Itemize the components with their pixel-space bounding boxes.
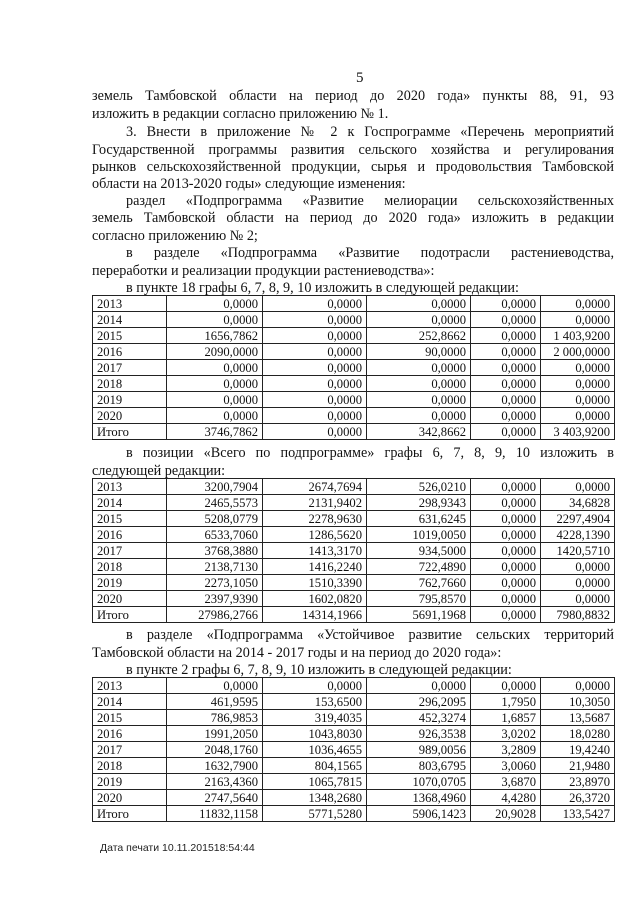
table-cell-value: 0,0000 xyxy=(367,392,471,408)
table-row xyxy=(93,479,615,495)
table-cell-value: 2131,9402 xyxy=(263,495,367,511)
table-row xyxy=(93,806,615,822)
table-cell-value: 26,3720 xyxy=(541,790,615,806)
table-cell-value: 0,0000 xyxy=(263,296,367,312)
table-cell-value: 0,0000 xyxy=(167,408,263,424)
table-cell-value: 0,0000 xyxy=(471,344,541,360)
table-cell-value: 2 000,0000 xyxy=(541,344,615,360)
table-cell-value: 11832,1158 xyxy=(167,806,263,822)
table-cell-value: 0,0000 xyxy=(541,408,615,424)
table-row xyxy=(93,607,615,623)
table-cell-value: 7980,8832 xyxy=(541,607,615,623)
table-cell-value: 0,0000 xyxy=(541,479,615,495)
paragraph-line: области на 2013-2020 годы» следующие изменения: xyxy=(92,176,406,192)
table-cell-value: 1632,7900 xyxy=(167,758,263,774)
table-row xyxy=(93,424,615,440)
table-cell-value: 0,0000 xyxy=(167,360,263,376)
table-cell-year: 2014 xyxy=(93,312,167,328)
table-cell-value: 722,4890 xyxy=(367,559,471,575)
paragraph-line: Тамбовской области на 2014 - 2017 годы и на период до 2020 года»: xyxy=(92,645,502,661)
paragraph-line: в позиции «Всего по подпрограмме» графы 6, 7, 8, 9, 10 изложить в xyxy=(126,445,614,461)
table-cell-value: 2747,5640 xyxy=(167,790,263,806)
table-row xyxy=(93,694,615,710)
table-cell-value: 1070,0705 xyxy=(367,774,471,790)
table-row xyxy=(93,296,615,312)
table-cell-value: 0,0000 xyxy=(263,344,367,360)
table-cell-value: 2465,5573 xyxy=(167,495,263,511)
data-table-paragraph-2 xyxy=(92,677,615,822)
table-cell-value: 6533,7060 xyxy=(167,527,263,543)
table-cell-value: 803,6795 xyxy=(367,758,471,774)
paragraph-line: переработки и реализации продукции растениеводства»: xyxy=(92,263,435,279)
table-cell-value: 526,0210 xyxy=(367,479,471,495)
table-cell-value: 4,4280 xyxy=(471,790,541,806)
table-cell-value: 1036,4655 xyxy=(263,742,367,758)
table-cell-value: 2138,7130 xyxy=(167,559,263,575)
table-cell-value: 0,0000 xyxy=(167,678,263,694)
paragraph-line: следующей редакции: xyxy=(92,463,226,479)
table-cell-value: 1602,0820 xyxy=(263,591,367,607)
table-cell-value: 0,0000 xyxy=(167,312,263,328)
table-cell-value: 0,0000 xyxy=(471,678,541,694)
table-cell-value: 762,7660 xyxy=(367,575,471,591)
table-cell-value: 0,0000 xyxy=(167,392,263,408)
table-row xyxy=(93,575,615,591)
table-cell-value: 0,0000 xyxy=(541,575,615,591)
table-cell-value: 0,0000 xyxy=(541,296,615,312)
table-cell-value: 0,0000 xyxy=(471,392,541,408)
table-cell-value: 0,0000 xyxy=(367,296,471,312)
paragraph-line: раздел «Подпрограмма «Развитие мелиорации сельскохозяйственных xyxy=(126,193,614,209)
table-cell-year: 2015 xyxy=(93,328,167,344)
table-cell-value: 0,0000 xyxy=(471,408,541,424)
table-cell-year: 2020 xyxy=(93,790,167,806)
table-cell-value: 0,0000 xyxy=(167,296,263,312)
table-cell-value: 0,0000 xyxy=(263,312,367,328)
table-cell-value: 1416,2240 xyxy=(263,559,367,575)
table-cell-year: 2019 xyxy=(93,774,167,790)
table-cell-value: 3,0202 xyxy=(471,726,541,742)
table-cell-value: 0,0000 xyxy=(541,392,615,408)
table-cell-value: 2048,1760 xyxy=(167,742,263,758)
table-cell-value: 296,2095 xyxy=(367,694,471,710)
table-cell-value: 0,0000 xyxy=(471,543,541,559)
table-cell-year: 2013 xyxy=(93,479,167,495)
table-cell-value: 2297,4904 xyxy=(541,511,615,527)
table-cell-value: 631,6245 xyxy=(367,511,471,527)
table-cell-value: 0,0000 xyxy=(471,575,541,591)
table-cell-value: 0,0000 xyxy=(471,376,541,392)
table-cell-value: 3746,7862 xyxy=(167,424,263,440)
table-cell-value: 0,0000 xyxy=(471,559,541,575)
table-cell-value: 3200,7904 xyxy=(167,479,263,495)
table-cell-value: 1368,4960 xyxy=(367,790,471,806)
table-cell-value: 1510,3390 xyxy=(263,575,367,591)
table-cell-value: 0,0000 xyxy=(167,376,263,392)
table-cell-value: 2273,1050 xyxy=(167,575,263,591)
table-cell-value: 1,7950 xyxy=(471,694,541,710)
table-cell-year: 2020 xyxy=(93,591,167,607)
table-cell-value: 4228,1390 xyxy=(541,527,615,543)
table-cell-value: 0,0000 xyxy=(367,312,471,328)
table-cell-year: 2016 xyxy=(93,527,167,543)
print-date: Дата печати 10.11.201518:54:44 xyxy=(100,842,255,854)
table-cell-value: 21,9480 xyxy=(541,758,615,774)
table-cell-year: 2013 xyxy=(93,296,167,312)
table-cell-year: 2018 xyxy=(93,559,167,575)
data-table-subprogram-total xyxy=(92,478,615,623)
table-cell-year: 2020 xyxy=(93,408,167,424)
table-cell-value: 1348,2680 xyxy=(263,790,367,806)
table-cell-year: 2019 xyxy=(93,392,167,408)
table-cell-value: 1656,7862 xyxy=(167,328,263,344)
table-row xyxy=(93,495,615,511)
table-cell-value: 319,4035 xyxy=(263,710,367,726)
table-cell-value: 0,0000 xyxy=(367,376,471,392)
table-cell-value: 0,0000 xyxy=(367,360,471,376)
table-cell-year: 2019 xyxy=(93,575,167,591)
table-cell-value: 0,0000 xyxy=(541,312,615,328)
table-cell-value: 133,5427 xyxy=(541,806,615,822)
paragraph-line: в разделе «Подпрограмма «Развитие подотрасли растениеводства, xyxy=(126,245,614,261)
table-cell-year: 2016 xyxy=(93,726,167,742)
table-cell-value: 20,9028 xyxy=(471,806,541,822)
table-cell-value: 0,0000 xyxy=(541,360,615,376)
table-cell-value: 1043,8030 xyxy=(263,726,367,742)
table-cell-value: 3,2809 xyxy=(471,742,541,758)
table-row xyxy=(93,710,615,726)
table-cell-value: 0,0000 xyxy=(541,559,615,575)
table-cell-year: 2013 xyxy=(93,678,167,694)
paragraph-line: 3. Внести в приложение № 2 к Госпрограмме «Перечень мероприятий xyxy=(126,124,614,140)
table-cell-value: 2397,9390 xyxy=(167,591,263,607)
table-cell-value: 934,5000 xyxy=(367,543,471,559)
table-cell-value: 0,0000 xyxy=(367,678,471,694)
table-cell-value: 298,9343 xyxy=(367,495,471,511)
table-cell-value: 13,5687 xyxy=(541,710,615,726)
table-row xyxy=(93,774,615,790)
table-cell-value: 0,0000 xyxy=(471,328,541,344)
table-cell-value: 0,0000 xyxy=(263,376,367,392)
table-row xyxy=(93,758,615,774)
table-cell-value: 0,0000 xyxy=(471,527,541,543)
table-cell-year: Итого xyxy=(93,424,167,440)
table-cell-value: 18,0280 xyxy=(541,726,615,742)
table-cell-value: 34,6828 xyxy=(541,495,615,511)
paragraph-line: изложить в редакции согласно приложению № 1. xyxy=(92,106,389,122)
table-cell-value: 0,0000 xyxy=(263,392,367,408)
table-cell-value: 2163,4360 xyxy=(167,774,263,790)
table-cell-value: 3,0060 xyxy=(471,758,541,774)
table-cell-value: 0,0000 xyxy=(471,495,541,511)
table-cell-value: 10,3050 xyxy=(541,694,615,710)
paragraph-line: рынков сельскохозяйственной продукции, сырья и продовольствия Тамбовской xyxy=(92,159,614,175)
table-cell-value: 0,0000 xyxy=(471,360,541,376)
table-row xyxy=(93,591,615,607)
table-cell-year: 2017 xyxy=(93,543,167,559)
table-cell-value: 3 403,9200 xyxy=(541,424,615,440)
table-cell-value: 0,0000 xyxy=(263,408,367,424)
paragraph-line: согласно приложению № 2; xyxy=(92,228,258,244)
table-cell-value: 0,0000 xyxy=(263,424,367,440)
table-cell-value: 0,0000 xyxy=(541,678,615,694)
table-cell-value: 0,0000 xyxy=(471,479,541,495)
table-cell-value: 90,0000 xyxy=(367,344,471,360)
table-cell-year: 2016 xyxy=(93,344,167,360)
table-row xyxy=(93,543,615,559)
table-cell-value: 5906,1423 xyxy=(367,806,471,822)
table-cell-value: 0,0000 xyxy=(471,312,541,328)
table-cell-value: 0,0000 xyxy=(263,678,367,694)
table-cell-value: 0,0000 xyxy=(471,296,541,312)
data-table-paragraph-18 xyxy=(92,295,615,440)
table-cell-value: 1413,3170 xyxy=(263,543,367,559)
table-cell-value: 795,8570 xyxy=(367,591,471,607)
table-cell-value: 0,0000 xyxy=(541,376,615,392)
table-cell-value: 252,8662 xyxy=(367,328,471,344)
table-cell-value: 452,3274 xyxy=(367,710,471,726)
page-number: 5 xyxy=(356,70,364,86)
table-cell-year: 2017 xyxy=(93,360,167,376)
table-cell-value: 2090,0000 xyxy=(167,344,263,360)
paragraph-line: земель Тамбовской области на период до 2020 года» пункты 88, 91, 93 xyxy=(92,88,614,104)
table-cell-year: Итого xyxy=(93,806,167,822)
table-cell-value: 0,0000 xyxy=(471,607,541,623)
paragraph-line: Государственной программы развития сельского хозяйства и регулирования xyxy=(92,142,614,158)
table-cell-value: 3768,3880 xyxy=(167,543,263,559)
table-cell-value: 19,4240 xyxy=(541,742,615,758)
table-cell-value: 0,0000 xyxy=(471,424,541,440)
table-cell-value: 0,0000 xyxy=(263,360,367,376)
table-cell-year: 2017 xyxy=(93,742,167,758)
table-cell-value: 1420,5710 xyxy=(541,543,615,559)
table-cell-value: 804,1565 xyxy=(263,758,367,774)
table-row xyxy=(93,408,615,424)
table-row xyxy=(93,312,615,328)
table-cell-value: 14314,1966 xyxy=(263,607,367,623)
table-cell-value: 27986,2766 xyxy=(167,607,263,623)
paragraph-line: в пункте 2 графы 6, 7, 8, 9, 10 изложить в следующей редакции: xyxy=(126,662,512,678)
table-row xyxy=(93,392,615,408)
table-cell-value: 23,8970 xyxy=(541,774,615,790)
table-cell-year: Итого xyxy=(93,607,167,623)
table-cell-year: 2018 xyxy=(93,376,167,392)
table-row xyxy=(93,344,615,360)
table-cell-value: 153,6500 xyxy=(263,694,367,710)
table-cell-year: 2015 xyxy=(93,710,167,726)
table-row xyxy=(93,742,615,758)
table-cell-value: 989,0056 xyxy=(367,742,471,758)
table-cell-value: 5771,5280 xyxy=(263,806,367,822)
table-cell-value: 0,0000 xyxy=(367,408,471,424)
table-row xyxy=(93,726,615,742)
table-row xyxy=(93,511,615,527)
table-row xyxy=(93,527,615,543)
table-cell-value: 786,9853 xyxy=(167,710,263,726)
paragraph-line: земель Тамбовской области на период до 2020 года» изложить в редакции xyxy=(92,210,614,226)
table-cell-value: 1 403,9200 xyxy=(541,328,615,344)
table-cell-value: 5691,1968 xyxy=(367,607,471,623)
table-cell-value: 461,9595 xyxy=(167,694,263,710)
table-cell-value: 926,3538 xyxy=(367,726,471,742)
table-row xyxy=(93,678,615,694)
table-cell-value: 1,6857 xyxy=(471,710,541,726)
table-cell-value: 1065,7815 xyxy=(263,774,367,790)
table-row xyxy=(93,376,615,392)
table-cell-value: 0,0000 xyxy=(541,591,615,607)
table-cell-value: 0,0000 xyxy=(471,591,541,607)
paragraph-line: в пункте 18 графы 6, 7, 8, 9, 10 изложить в следующей редакции: xyxy=(126,280,519,296)
table-row xyxy=(93,559,615,575)
table-cell-value: 0,0000 xyxy=(263,328,367,344)
table-cell-value: 1019,0050 xyxy=(367,527,471,543)
table-cell-year: 2014 xyxy=(93,694,167,710)
table-cell-year: 2015 xyxy=(93,511,167,527)
table-cell-value: 2278,9630 xyxy=(263,511,367,527)
table-cell-value: 2674,7694 xyxy=(263,479,367,495)
table-row xyxy=(93,790,615,806)
table-row xyxy=(93,360,615,376)
table-cell-value: 1286,5620 xyxy=(263,527,367,543)
table-cell-year: 2018 xyxy=(93,758,167,774)
table-cell-value: 342,8662 xyxy=(367,424,471,440)
table-row xyxy=(93,328,615,344)
table-cell-value: 5208,0779 xyxy=(167,511,263,527)
table-cell-year: 2014 xyxy=(93,495,167,511)
paragraph-line: в разделе «Подпрограмма «Устойчивое развитие сельских территорий xyxy=(126,627,614,643)
table-cell-value: 3,6870 xyxy=(471,774,541,790)
table-cell-value: 1991,2050 xyxy=(167,726,263,742)
table-cell-value: 0,0000 xyxy=(471,511,541,527)
